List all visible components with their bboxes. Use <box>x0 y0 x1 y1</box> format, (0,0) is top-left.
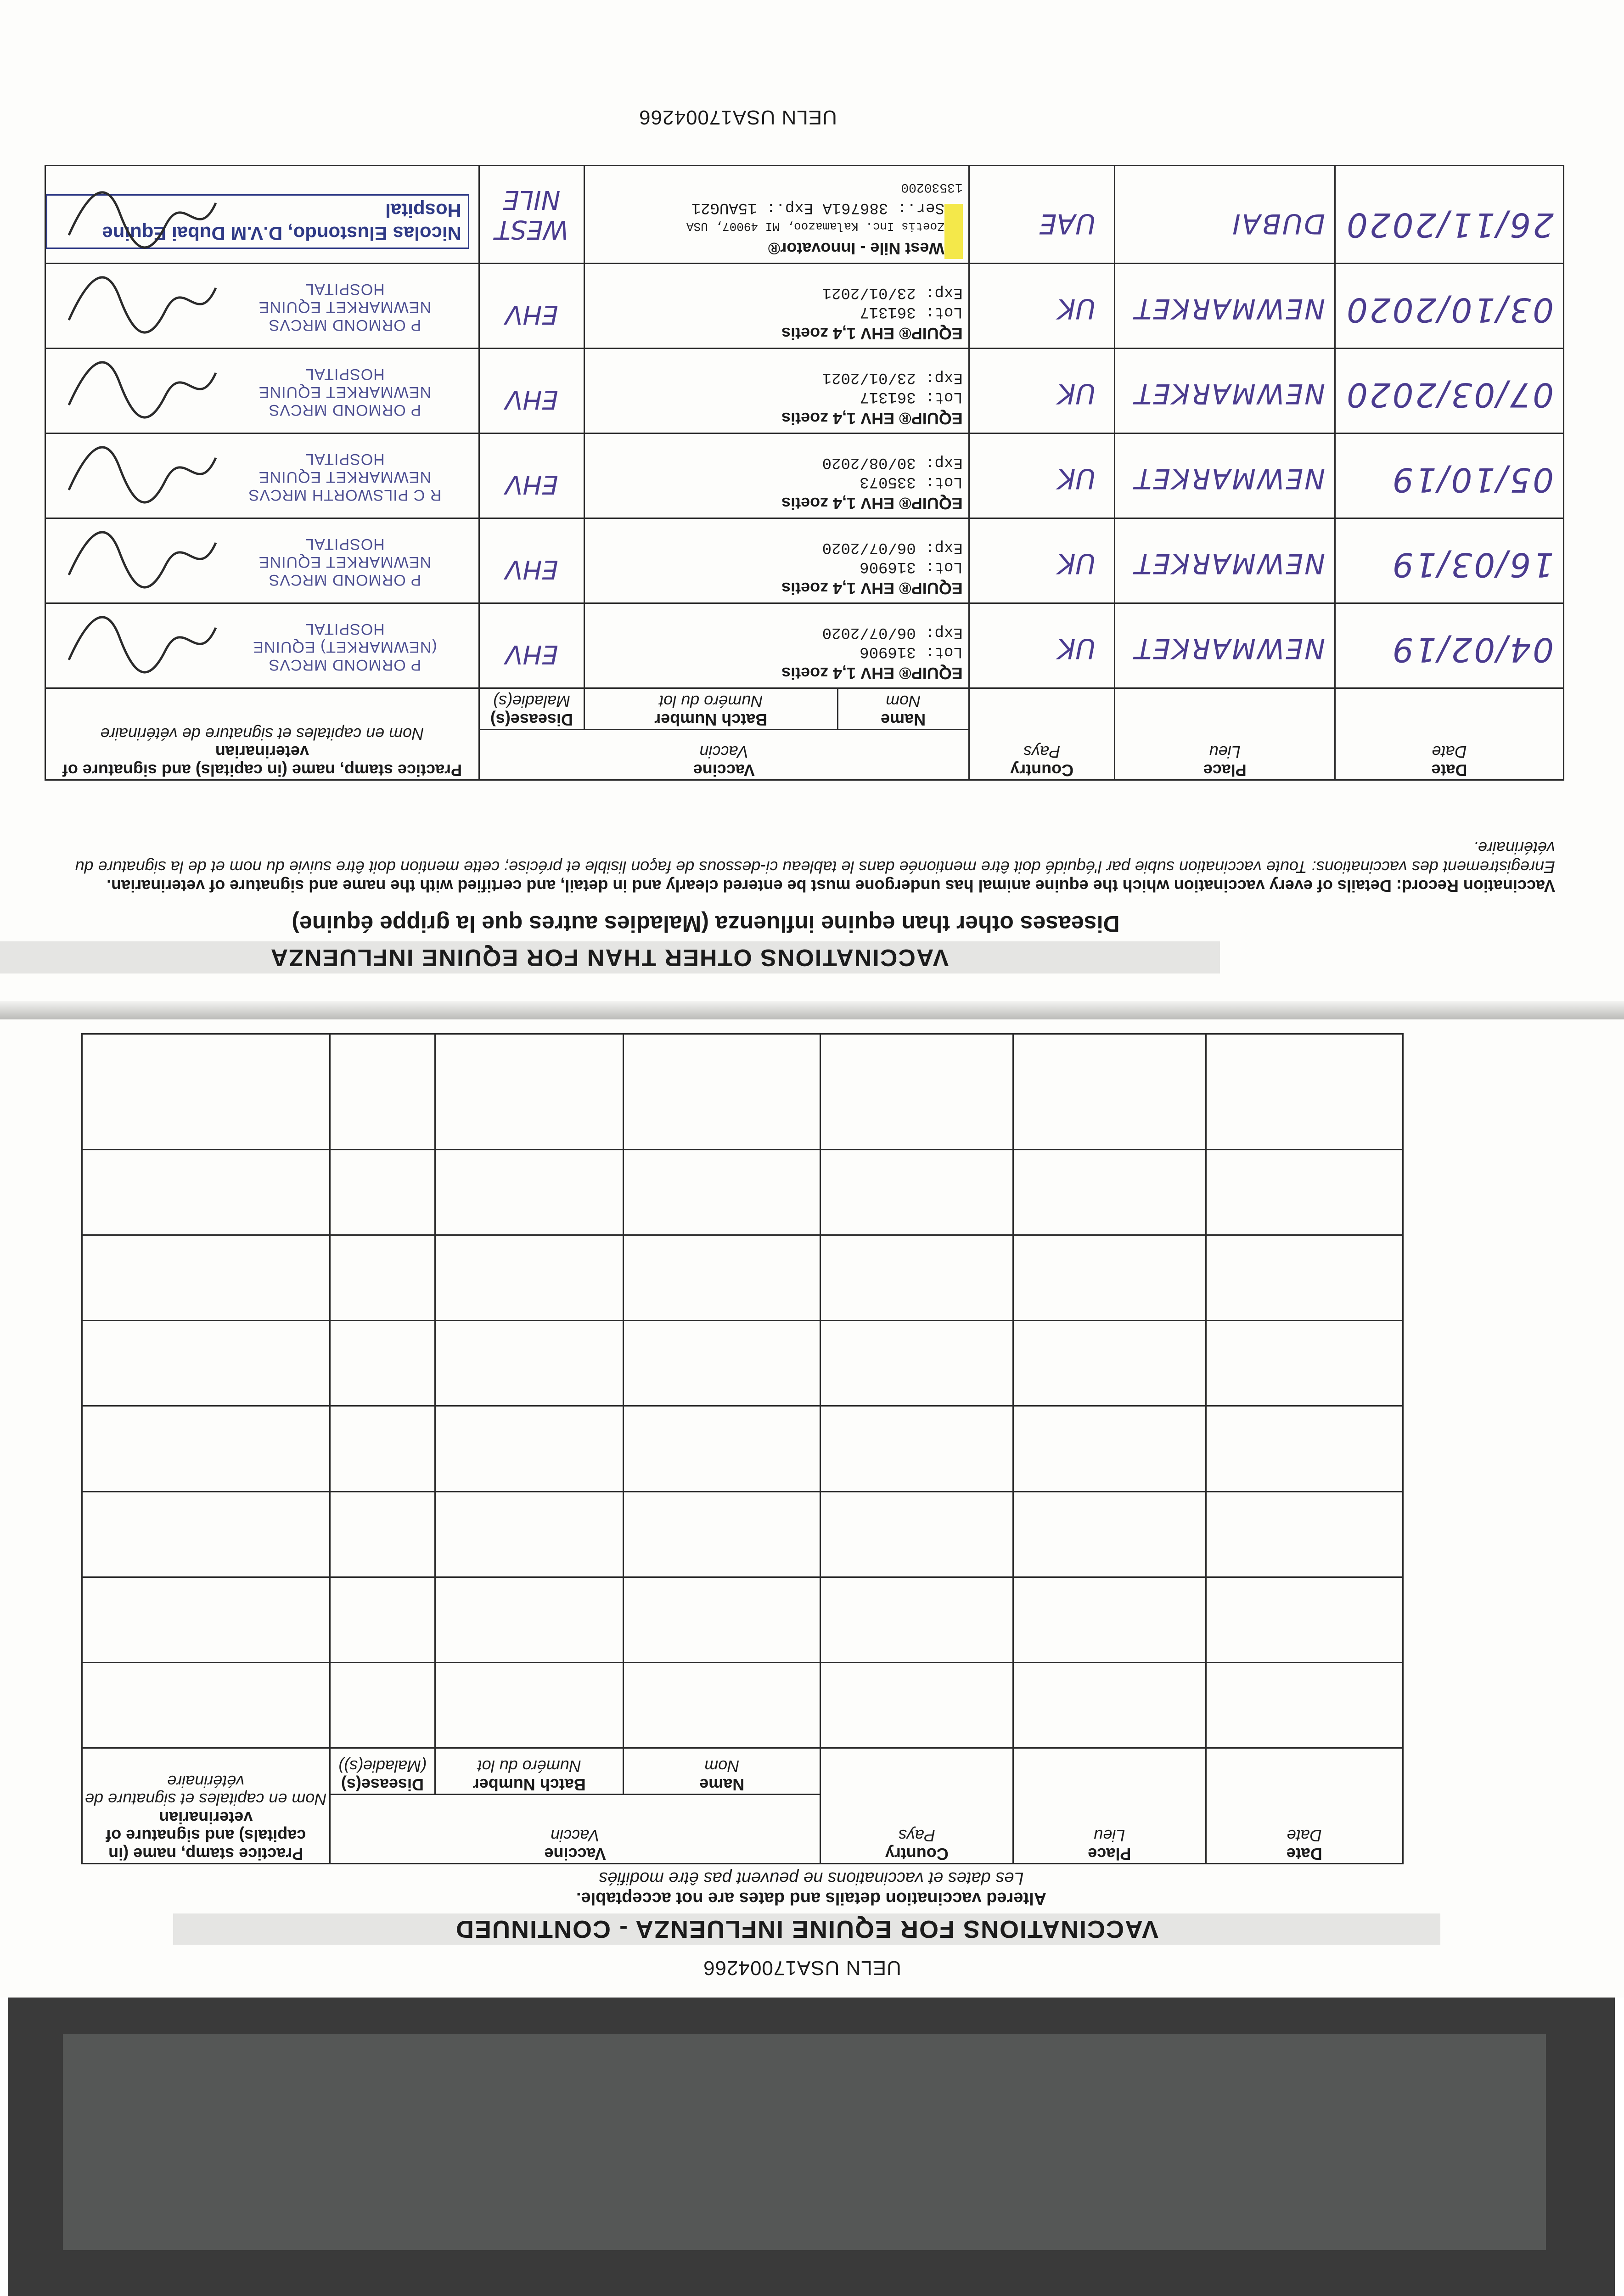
date-cell <box>1335 166 1564 264</box>
col-name: Name Nom <box>837 688 969 730</box>
table-row <box>82 1663 1403 1748</box>
date-value: 07/03/2020 <box>1345 376 1554 414</box>
disease-cell <box>479 603 584 688</box>
col-vaccine: Vaccine Vaccin <box>479 730 969 780</box>
exp-label: Exp: <box>925 624 963 641</box>
table-row <box>82 1491 1403 1577</box>
ueln-number-bottom: UELN USA17004266 <box>639 106 837 129</box>
exp-value: 15AUG21 <box>691 199 757 216</box>
country-value: UK <box>1057 462 1096 495</box>
table-row <box>82 1577 1403 1662</box>
lot-label: Lot: <box>925 558 963 576</box>
date-cell <box>1335 433 1564 518</box>
vaccine-batch-cell <box>584 518 969 603</box>
page-fold <box>0 1001 1624 1019</box>
stamp-cell <box>45 603 479 688</box>
stamp-cell <box>45 264 479 349</box>
country-cell <box>969 433 1115 518</box>
date-value: 05/10/19 <box>1390 461 1554 499</box>
place-value: NEWMARKET <box>1133 377 1326 410</box>
exp-value: 23/01/2021 <box>822 284 916 301</box>
place-value: NEWMARKET <box>1133 293 1326 325</box>
stamp-cell <box>45 166 479 264</box>
col-place: Place Lieu <box>1115 688 1335 780</box>
table-row <box>45 603 1564 688</box>
country-cell <box>969 349 1115 433</box>
place-value: NEWMARKET <box>1133 547 1326 580</box>
place-cell <box>1115 518 1335 603</box>
lot-value: 316906 <box>860 558 916 576</box>
col-date: Date Date <box>1206 1748 1403 1864</box>
vaccine-label-sticker <box>585 174 968 263</box>
other-table-body <box>45 166 1564 688</box>
vet-stamp: P ORMOND MRCVS (NEWMARKET) EQUINE HOSPITAL <box>253 620 437 674</box>
disease-value: EHV <box>505 554 558 584</box>
lot-value: 361317 <box>860 303 916 321</box>
col-country: Country Pays <box>820 1748 1013 1864</box>
country-cell <box>969 166 1115 264</box>
lot-label: Lot: <box>925 473 963 491</box>
stamp-cell <box>45 349 479 433</box>
record-fr: Enregistrement des vaccinations: Toute vaccination subie par l'équidé doit être mentionée dans le tableau ci-dessous de façon lisible et précise; cette mention doit être suivie du nom et de la signature du vétérinaire. <box>75 838 1555 877</box>
country-cell <box>969 264 1115 349</box>
col-disease: Disease(s) Maladie(s) <box>479 688 584 730</box>
record-en: Vaccination Record: Details of every vaccination which the equine animal has undergone must be entered clearly and in detail, and certified with the name and signature of veterinarian. <box>107 877 1555 895</box>
ser-label: Ser.: <box>897 199 944 216</box>
vaccine-batch-cell <box>584 433 969 518</box>
col-vaccine: Vaccine Vaccin <box>330 1795 820 1864</box>
vaccine-name: West Nile - Innovator® <box>768 239 944 258</box>
date-value: 26/11/2020 <box>1345 206 1554 244</box>
table-row <box>45 264 1564 349</box>
vet-signature <box>60 355 225 423</box>
disease-cell <box>479 433 584 518</box>
influenza-section-title: VACCINATIONS FOR EQUINE INFLUENZA - CONTINUED <box>173 1913 1440 1945</box>
vet-stamp: P ORMOND MRCVS NEWMARKET EQUINE HOSPITAL <box>258 535 432 589</box>
vaccination-record-note <box>40 838 1555 895</box>
disease-value: EHV <box>505 469 558 499</box>
date-cell <box>1335 518 1564 603</box>
lot-value: 361317 <box>860 388 916 406</box>
exp-label: Exp: <box>925 284 963 301</box>
vaccine-name: EQUIP® EHV 1,4 zoetis <box>781 409 963 428</box>
vaccine-name: EQUIP® EHV 1,4 zoetis <box>781 494 963 513</box>
country-value: UK <box>1057 632 1096 664</box>
vaccine-label-sticker <box>585 534 968 603</box>
col-name: Name Nom <box>624 1748 820 1795</box>
col-batch: Batch Number Numéro du lot <box>435 1748 624 1795</box>
vaccine-label-sticker <box>585 619 968 688</box>
country-value: UK <box>1057 547 1096 580</box>
vet-stamp: R C PILSWORTH MRCVS NEWMARKET EQUINE HOSPITAL <box>248 450 442 504</box>
col-country: Country Pays <box>969 688 1115 780</box>
disease-cell <box>479 264 584 349</box>
disease-cell <box>479 518 584 603</box>
note-fr: Les dates et vaccinations ne peuvent pas être modifiés <box>599 1868 1024 1888</box>
exp-value: 06/07/2020 <box>822 539 916 556</box>
lot-label: Lot: <box>925 643 963 661</box>
vet-signature <box>60 609 225 678</box>
scanner-bed <box>63 2034 1546 2250</box>
stamp-cell <box>45 433 479 518</box>
place-value: NEWMARKET <box>1133 462 1326 495</box>
vaccine-batch-cell <box>584 264 969 349</box>
place-value: DUBAI <box>1231 208 1326 240</box>
vaccine-name: EQUIP® EHV 1,4 zoetis <box>781 579 963 598</box>
vaccine-maker: Zoetis Inc. Kalamazoo, MI 49007, USA <box>686 219 944 234</box>
place-cell <box>1115 166 1335 264</box>
date-value: 03/10/2020 <box>1345 291 1554 329</box>
col-date: Date Date <box>1335 688 1564 780</box>
other-vaccinations-table <box>45 165 1564 781</box>
note-en: Altered vaccination details and dates are not acceptable. <box>576 1889 1047 1908</box>
date-value: 16/03/19 <box>1390 546 1554 584</box>
date-value: 04/02/19 <box>1390 630 1554 669</box>
exp-value: 30/08/2020 <box>822 454 916 471</box>
disease-value: EHV <box>505 384 558 414</box>
highlight-mark <box>944 204 963 259</box>
lot-label: Lot: <box>925 303 963 321</box>
col-place: Place Lieu <box>1013 1748 1206 1864</box>
country-value: UK <box>1057 377 1096 410</box>
vaccine-label-sticker <box>585 449 968 518</box>
table-row <box>82 1235 1403 1320</box>
disease-value: EHV <box>505 639 558 669</box>
country-cell <box>969 518 1115 603</box>
date-cell <box>1335 264 1564 349</box>
exp-label: Exp: <box>925 369 963 386</box>
lot-code: 13530200 <box>901 180 963 195</box>
date-cell <box>1335 349 1564 433</box>
vet-signature <box>60 185 225 253</box>
table-row <box>45 349 1564 433</box>
disease-cell <box>479 166 584 264</box>
col-disease: Disease(s) (Maladie(s)) <box>330 1748 435 1795</box>
vaccine-name: EQUIP® EHV 1,4 zoetis <box>781 664 963 683</box>
vaccine-label-sticker <box>585 279 968 348</box>
vet-signature <box>60 524 225 593</box>
vaccine-label-sticker <box>585 364 968 433</box>
other-section-title: VACCINATIONS OTHER THAN FOR EQUINE INFLUENZA <box>0 941 1220 974</box>
country-cell <box>969 603 1115 688</box>
place-value: NEWMARKET <box>1133 632 1326 664</box>
table-row <box>45 166 1564 264</box>
ueln-number: UELN USA17004266 <box>703 1957 901 1979</box>
place-cell <box>1115 264 1335 349</box>
date-cell <box>1335 603 1564 688</box>
table-row <box>82 1034 1403 1150</box>
vaccine-name: EQUIP® EHV 1,4 zoetis <box>781 324 963 343</box>
place-cell <box>1115 433 1335 518</box>
table-row <box>82 1406 1403 1491</box>
other-section-subtitle: Diseases other than equine influenza (Maladies autres que la grippe équine) <box>292 911 1120 937</box>
vet-stamp: P ORMOND MRCVS NEWMARKET EQUINE HOSPITAL <box>258 280 432 334</box>
influenza-table <box>81 1033 1404 1864</box>
vaccine-batch-cell <box>584 166 969 264</box>
col-stamp: Practice stamp, name (in capitals) and signature of veterinarian Nom en capitales et signature de vétérinaire <box>45 688 479 780</box>
vet-signature <box>60 270 225 338</box>
exp-label: Exp.: <box>766 199 814 216</box>
influenza-note <box>412 1868 1211 1908</box>
scanner-edge <box>8 1988 1615 2296</box>
place-cell <box>1115 603 1335 688</box>
exp-value: 23/01/2021 <box>822 369 916 386</box>
table-row <box>45 518 1564 603</box>
table-row <box>82 1149 1403 1235</box>
ser-value: 386761A <box>822 199 888 216</box>
vet-stamp: P ORMOND MRCVS NEWMARKET EQUINE HOSPITAL <box>258 365 432 419</box>
exp-value: 06/07/2020 <box>822 624 916 641</box>
disease-cell <box>479 349 584 433</box>
vet-stamp-box: Nicolas Elustondo, D.V.M Dubai Equine Hospital <box>46 194 469 249</box>
vaccine-batch-cell <box>584 349 969 433</box>
disease-value: EHV <box>505 299 558 329</box>
country-value: UK <box>1057 293 1096 325</box>
disease-value: WEST NILE <box>495 185 569 244</box>
country-value: UAE <box>1039 208 1096 240</box>
place-cell <box>1115 349 1335 433</box>
table-row <box>82 1321 1403 1406</box>
col-stamp: Practice stamp, name (in capitals) and signature of veterinarian Nom en capitales et signature de vétérinaire <box>82 1748 330 1864</box>
table-row <box>45 433 1564 518</box>
vaccine-batch-cell <box>584 603 969 688</box>
vet-signature <box>60 439 225 508</box>
lot-label: Lot: <box>925 388 963 406</box>
lot-value: 335073 <box>860 473 916 491</box>
exp-label: Exp: <box>925 539 963 556</box>
lot-value: 316906 <box>860 643 916 661</box>
exp-label: Exp: <box>925 454 963 471</box>
col-batch: Batch Number Numéro du lot <box>584 688 837 730</box>
stamp-cell <box>45 518 479 603</box>
